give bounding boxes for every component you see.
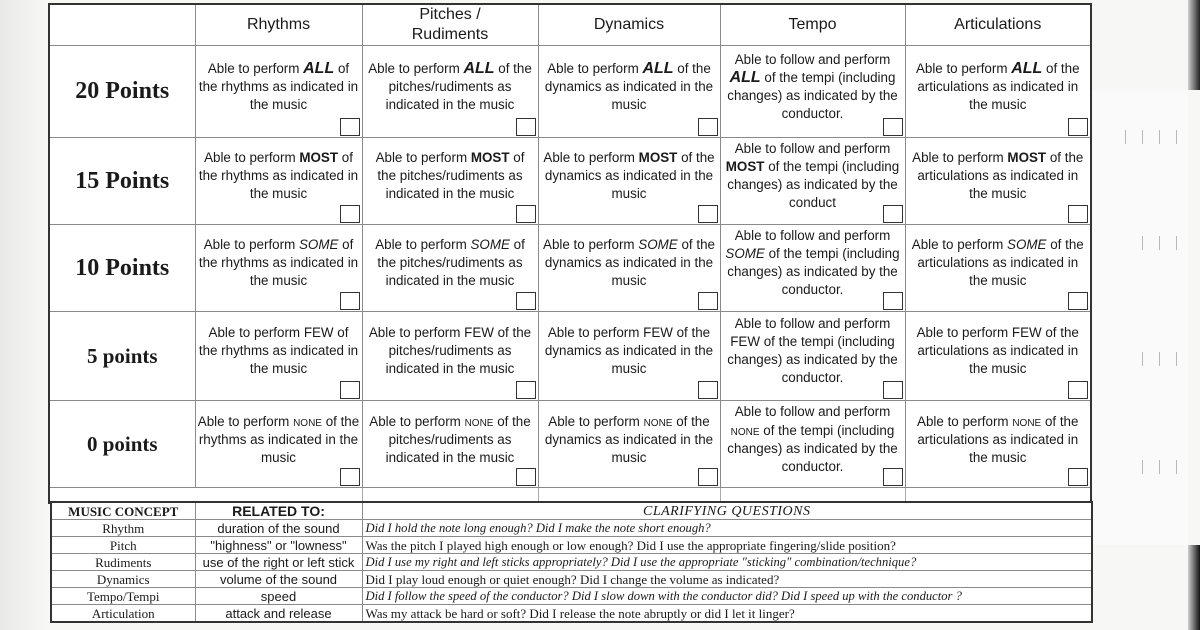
margin-ticks xyxy=(1142,352,1177,366)
score-checkbox[interactable] xyxy=(516,292,536,310)
criteria-text-prefix: Able to perform xyxy=(543,150,639,165)
music-concept: Rudiments xyxy=(51,554,195,571)
score-checkbox[interactable] xyxy=(340,205,360,223)
header-dynamics: Dynamics xyxy=(538,4,720,46)
legend-row xyxy=(51,605,1092,623)
criteria-text-prefix: Able to perform xyxy=(547,60,643,76)
related-to: volume of the sound xyxy=(195,571,362,588)
legend-row xyxy=(51,571,1092,588)
clarifying-question: Did I use my right and left sticks appropriately? Did I use the appropriate "sticking" combination/technique? xyxy=(362,554,1092,571)
criteria-cell-tempo xyxy=(720,401,905,488)
scan-shadow-left xyxy=(0,0,48,630)
criteria-text-suffix: of the articulations as indicated in the music xyxy=(917,413,1079,465)
criteria-quantifier: MOST xyxy=(725,159,765,174)
criteria-text xyxy=(539,149,720,213)
criteria-text xyxy=(539,60,720,124)
criteria-text xyxy=(196,149,362,213)
points-label: 10 Points xyxy=(49,225,195,312)
criteria-text-suffix: of the rhythms as indicated in the music xyxy=(198,237,359,288)
music-concept: Pitch xyxy=(51,537,195,554)
score-checkbox[interactable] xyxy=(1068,381,1088,399)
criteria-text-prefix: Able to follow and perform xyxy=(734,403,891,419)
criteria-text-prefix: Able to perform xyxy=(368,60,464,76)
criteria-cell-rhythms xyxy=(195,401,362,488)
criteria-text xyxy=(906,149,1091,213)
points-label: 0 points xyxy=(49,401,195,488)
criteria-text-prefix: Able to perform xyxy=(208,325,304,340)
related-to: speed xyxy=(195,588,362,605)
rubric-row xyxy=(49,46,1091,138)
criteria-quantifier: FEW xyxy=(464,325,494,340)
criteria-quantifier: SOME xyxy=(298,237,339,252)
legend-header-row xyxy=(51,502,1092,520)
criteria-cell-articulations xyxy=(905,401,1091,488)
criteria-cell-pitches-rudiments xyxy=(362,225,538,312)
criteria-text xyxy=(196,60,362,124)
criteria-cell-rhythms xyxy=(195,312,362,401)
score-checkbox[interactable] xyxy=(698,468,718,486)
margin-ticks xyxy=(1142,236,1177,250)
clarifying-question: Did I hold the note long enough? Did I make the note short enough? xyxy=(362,520,1092,537)
criteria-text-prefix: Able to perform xyxy=(915,60,1012,76)
criteria-text xyxy=(196,324,362,388)
criteria-text-prefix: Able to perform xyxy=(912,150,1008,165)
criteria-text xyxy=(721,315,905,397)
score-checkbox[interactable] xyxy=(340,381,360,399)
clarifying-questions-header: CLARIFYING QUESTIONS xyxy=(362,502,1092,520)
criteria-cell-pitches-rudiments xyxy=(362,46,538,138)
criteria-cell-articulations xyxy=(905,225,1091,312)
criteria-text-prefix: Able to perform xyxy=(207,60,304,76)
criteria-text-prefix: Able to perform xyxy=(375,150,471,165)
criteria-cell-tempo xyxy=(720,138,905,225)
criteria-text xyxy=(539,324,720,388)
criteria-text xyxy=(196,412,362,477)
criteria-text-prefix: Able to perform xyxy=(917,413,1013,429)
score-checkbox[interactable] xyxy=(516,118,536,136)
score-checkbox[interactable] xyxy=(883,205,903,223)
related-to: attack and release xyxy=(195,605,362,623)
points-label: 5 points xyxy=(49,312,195,401)
clarifying-question: Was the pitch I played high enough or low enough? Did I use the appropriate fingering/slide position? xyxy=(362,537,1092,554)
criteria-quantifier: FEW xyxy=(643,325,673,340)
criteria-text xyxy=(539,412,720,477)
related-to-header: RELATED TO: xyxy=(195,502,362,520)
score-checkbox[interactable] xyxy=(340,292,360,310)
criteria-quantifier: ALL xyxy=(729,68,761,86)
criteria-quantifier: ALL xyxy=(642,59,674,77)
rubric-row xyxy=(49,401,1091,488)
legend-row xyxy=(51,520,1092,537)
criteria-text-suffix: of the pitches/rudiments as indicated in the music xyxy=(385,325,532,376)
criteria-text-suffix: of the tempi (including changes) as indicated by the conduct xyxy=(727,159,900,210)
related-to: "highness" or "lowness" xyxy=(195,537,362,554)
page-edge-bottom-right xyxy=(1188,545,1200,630)
criteria-text-suffix: of the dynamics as indicated in the music xyxy=(544,150,715,201)
criteria-text-suffix: of the pitches/rudiments as indicated in the music xyxy=(377,150,525,201)
score-checkbox[interactable] xyxy=(698,205,718,223)
related-to: duration of the sound xyxy=(195,520,362,537)
points-label: 20 Points xyxy=(49,46,195,138)
criteria-quantifier: MOST xyxy=(638,150,678,165)
criteria-cell-articulations xyxy=(905,46,1091,138)
criteria-text xyxy=(539,236,720,300)
clarifying-question: Did I follow the speed of the conductor? Did I slow down with the conductor did? Did I speed up with the conductor ? xyxy=(362,588,1092,605)
header-pitches-rudiments: Pitches / Rudiments xyxy=(362,4,538,46)
criteria-text-suffix: of the tempi (including changes) as indicated by the conductor. xyxy=(727,334,898,385)
criteria-text-prefix: Able to follow and perform xyxy=(734,51,891,67)
header-rhythms: Rhythms xyxy=(195,4,362,46)
criteria-text-prefix: Able to perform xyxy=(197,413,294,429)
criteria-quantifier: SOME xyxy=(725,246,765,261)
criteria-text-suffix: of the articulations as indicated in the music xyxy=(917,237,1084,288)
score-checkbox[interactable] xyxy=(698,118,718,136)
criteria-quantifier: MOST xyxy=(1007,150,1047,165)
criteria-text-prefix: Able to perform xyxy=(368,325,465,340)
criteria-text-prefix: Able to perform xyxy=(204,150,300,165)
music-concept-header: MUSIC CONCEPT xyxy=(51,502,195,520)
criteria-text-prefix: Able to perform xyxy=(547,325,644,340)
criteria-cell-dynamics xyxy=(538,312,720,401)
clarifying-question: Was my attack be hard or soft? Did I release the note abruptly or did I let it linger? xyxy=(362,605,1092,623)
criteria-text xyxy=(906,412,1091,477)
score-checkbox[interactable] xyxy=(883,381,903,399)
criteria-text-suffix: of the rhythms as indicated in the music xyxy=(198,150,359,201)
criteria-text xyxy=(721,51,905,133)
criteria-text-prefix: Able to perform xyxy=(911,237,1008,252)
header-articulations: Articulations xyxy=(905,4,1091,46)
criteria-cell-rhythms xyxy=(195,138,362,225)
criteria-cell-dynamics xyxy=(538,46,720,138)
score-checkbox[interactable] xyxy=(698,381,718,399)
score-checkbox[interactable] xyxy=(883,118,903,136)
music-concept: Dynamics xyxy=(51,571,195,588)
score-checkbox[interactable] xyxy=(516,468,536,486)
criteria-quantifier: none xyxy=(293,412,322,429)
score-checkbox[interactable] xyxy=(1068,292,1088,310)
criteria-cell-pitches-rudiments xyxy=(362,312,538,401)
criteria-quantifier: ALL xyxy=(463,59,495,77)
score-checkbox[interactable] xyxy=(883,468,903,486)
music-concept: Articulation xyxy=(51,605,195,623)
criteria-text xyxy=(363,236,538,300)
criteria-text-suffix: of the tempi (including changes) as indicated by the conductor. xyxy=(727,69,898,121)
criteria-cell-rhythms xyxy=(195,46,362,138)
criteria-text-suffix: of the dynamics as indicated in the music xyxy=(544,325,714,376)
criteria-cell-pitches-rudiments xyxy=(362,138,538,225)
criteria-text-suffix: of the dynamics as indicated in the music xyxy=(544,60,714,112)
criteria-text xyxy=(721,140,905,222)
clarifying-question: Did I play loud enough or quiet enough? Did I change the volume as indicated? xyxy=(362,571,1092,588)
criteria-text-prefix: Able to perform xyxy=(375,237,471,252)
criteria-quantifier: MOST xyxy=(470,150,510,165)
criteria-text xyxy=(363,60,538,124)
criteria-text-suffix: of the dynamics as indicated in the music xyxy=(544,237,715,288)
score-checkbox[interactable] xyxy=(340,468,360,486)
legend-row xyxy=(51,554,1092,571)
rubric-row xyxy=(49,138,1091,225)
score-checkbox[interactable] xyxy=(516,205,536,223)
rubric-header-row xyxy=(49,4,1091,46)
criteria-text-prefix: Able to perform xyxy=(543,237,639,252)
header-blank xyxy=(49,4,195,46)
criteria-text xyxy=(363,412,538,477)
criteria-text xyxy=(906,236,1091,300)
criteria-quantifier: ALL xyxy=(303,59,335,77)
criteria-quantifier: none xyxy=(643,412,673,429)
criteria-text-prefix: Able to perform xyxy=(548,413,644,429)
criteria-text-suffix: of the dynamics as indicated in the music xyxy=(544,413,714,465)
criteria-text xyxy=(906,60,1091,124)
criteria-text xyxy=(721,403,905,486)
criteria-text-prefix: Able to follow and perform xyxy=(734,228,891,243)
criteria-text xyxy=(196,236,362,300)
criteria-text-suffix: of the tempi (including changes) as indicated by the conductor. xyxy=(727,246,900,297)
page-edge-top-right xyxy=(1188,0,1200,90)
score-checkbox[interactable] xyxy=(516,381,536,399)
criteria-text xyxy=(363,324,538,388)
rubric-row xyxy=(49,312,1091,401)
criteria-cell-dynamics xyxy=(538,225,720,312)
criteria-text xyxy=(363,149,538,213)
criteria-cell-pitches-rudiments xyxy=(362,401,538,488)
score-checkbox[interactable] xyxy=(1068,468,1088,486)
criteria-cell-articulations xyxy=(905,312,1091,401)
criteria-text-prefix: Able to perform xyxy=(369,413,465,429)
criteria-quantifier: SOME xyxy=(470,237,510,252)
criteria-cell-tempo xyxy=(720,225,905,312)
criteria-cell-tempo xyxy=(720,46,905,138)
music-concept: Tempo/Tempi xyxy=(51,588,195,605)
page-right-margin xyxy=(1091,90,1188,545)
criteria-quantifier: ALL xyxy=(1011,59,1043,77)
criteria-quantifier: FEW xyxy=(730,334,760,349)
criteria-text-suffix: of the articulations as indicated in the music xyxy=(917,325,1079,376)
criteria-quantifier: FEW xyxy=(303,325,334,340)
criteria-text-suffix: of the tempi (including changes) as indicated by the conductor. xyxy=(727,422,898,474)
criteria-text-suffix: of the pitches/rudiments as indicated in the music xyxy=(377,237,525,288)
criteria-quantifier: SOME xyxy=(1007,237,1047,252)
criteria-text-suffix: of the articulations as indicated in the music xyxy=(917,60,1080,112)
rubric-table xyxy=(48,3,1092,504)
criteria-text-suffix: of the pitches/rudiments as indicated in the music xyxy=(385,413,531,465)
criteria-text-suffix: of the rhythms as indicated in the music xyxy=(198,413,360,465)
criteria-text xyxy=(906,324,1091,388)
criteria-text-prefix: Able to follow and perform xyxy=(734,316,891,331)
criteria-text-prefix: Able to perform xyxy=(916,325,1012,340)
criteria-cell-dynamics xyxy=(538,401,720,488)
score-checkbox[interactable] xyxy=(1068,118,1088,136)
criteria-text-suffix: of the pitches/rudiments as indicated in the music xyxy=(385,60,532,112)
score-checkbox[interactable] xyxy=(698,292,718,310)
points-label: 15 Points xyxy=(49,138,195,225)
concept-legend-table xyxy=(50,501,1093,623)
score-checkbox[interactable] xyxy=(340,118,360,136)
criteria-quantifier: SOME xyxy=(638,237,678,252)
music-concept: Rhythm xyxy=(51,520,195,537)
header-tempo: Tempo xyxy=(720,4,905,46)
criteria-quantifier: FEW xyxy=(1011,325,1042,340)
criteria-quantifier: MOST xyxy=(299,150,339,165)
criteria-cell-articulations xyxy=(905,138,1091,225)
legend-row xyxy=(51,537,1092,554)
criteria-text-suffix: of the rhythms as indicated in the music xyxy=(198,60,359,112)
rubric-row xyxy=(49,225,1091,312)
criteria-text xyxy=(721,227,905,309)
legend-row xyxy=(51,588,1092,605)
related-to: use of the right or left stick xyxy=(195,554,362,571)
criteria-cell-dynamics xyxy=(538,138,720,225)
criteria-cell-rhythms xyxy=(195,225,362,312)
criteria-cell-tempo xyxy=(720,312,905,401)
criteria-text-prefix: Able to perform xyxy=(203,237,299,252)
score-checkbox[interactable] xyxy=(883,292,903,310)
margin-ticks xyxy=(1125,130,1177,144)
criteria-text-suffix: of the rhythms as indicated in the music xyxy=(198,325,359,376)
criteria-text-suffix: of the articulations as indicated in the music xyxy=(917,150,1084,201)
criteria-quantifier: none xyxy=(730,421,760,438)
criteria-quantifier: none xyxy=(464,412,494,429)
criteria-quantifier: none xyxy=(1012,412,1042,429)
criteria-text-prefix: Able to follow and perform xyxy=(734,141,891,156)
margin-ticks xyxy=(1142,460,1177,474)
score-checkbox[interactable] xyxy=(1068,205,1088,223)
